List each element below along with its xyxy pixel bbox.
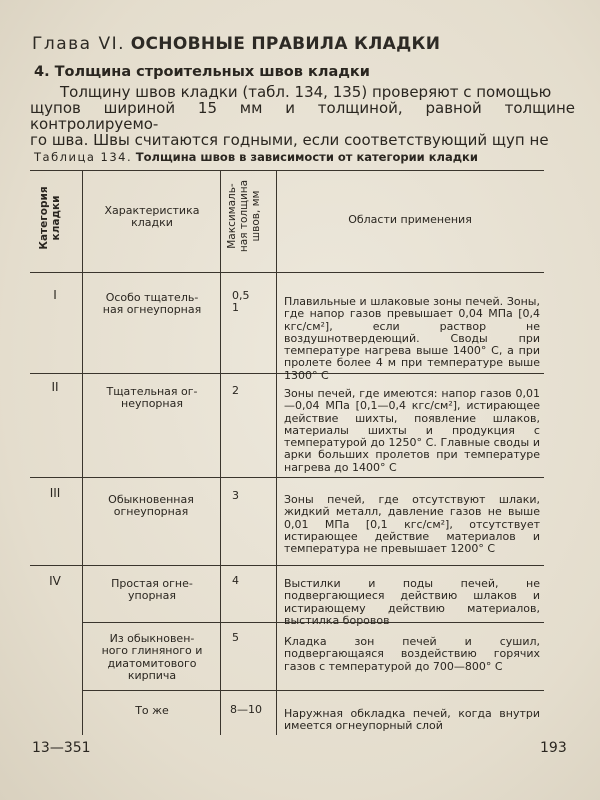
row3-characteristic: Обыкновенная огнеупорная: [108, 493, 194, 519]
row5-characteristic: Из обыкновен-ного глиняного и диатомитового кирпича: [101, 632, 203, 682]
row-divider-4b: [82, 690, 544, 691]
row5-application: Кладка зон печей и сушил, подвергающаяся воздействию горячих газов с температурой до 700—800° С: [284, 635, 540, 673]
table-top-rule: [30, 170, 544, 171]
header-thickness-line3: швов, мм: [250, 190, 262, 242]
row3-application: Зоны печей, где отсутствуют шлаки, жидкий металл, давление газов не выше 0,01 МПа [0,1 кгс/см²], отсутствует истирающее действие материалов и температура не превышает 1200° С: [284, 493, 540, 556]
intro-line-1: Толщину швов кладки (табл. 134, 135) проверяют с помощью: [60, 83, 552, 101]
intro-paragraph: [30, 84, 575, 148]
page-number: 193: [540, 740, 567, 756]
chapter-lead: Глава VI.: [32, 34, 126, 54]
col-line-2: [220, 170, 221, 735]
header-category: [38, 178, 62, 258]
row5-thickness: 5: [232, 631, 239, 644]
signature-mark: 13—351: [32, 740, 91, 756]
row1-thickness: 0,5 1: [232, 289, 250, 315]
header-thickness: [226, 170, 262, 262]
row4-characteristic: Простая огне-упорная: [111, 577, 193, 603]
row1-characteristic: Особо тщатель-ная огнеупорная: [102, 291, 202, 317]
row3-thickness: 3: [232, 489, 239, 502]
header-thickness-line2: ная толщина: [238, 179, 250, 253]
chapter-heading: [32, 34, 572, 54]
row2-thickness: 2: [232, 384, 239, 397]
row4-application: Выстилки и поды печей, не подвергающиеся действию шлаков и истирающему действию материалов, выстилка боровов: [284, 577, 540, 627]
intro-line-3: го шва. Швы считаются годными, если соответствующий щуп не: [30, 131, 549, 149]
row6-characteristic: То же: [135, 704, 169, 717]
section-title: 4. Толщина строительных швов кладки: [34, 64, 370, 80]
row6-thickness: 8—10: [230, 703, 262, 716]
chapter-title: ОСНОВНЫЕ ПРАВИЛА КЛАДКИ: [130, 34, 441, 54]
row1-category: I: [53, 288, 57, 302]
header-application: Области применения: [348, 213, 472, 226]
row2-application: Зоны печей, где имеются: напор газов 0,01—0,04 МПа [0,1—0,4 кгс/см²], истирающее действие шихты, появление шлаков, материалы шихты и продукция с температурой до 1250° С. Главные своды и арки больших пролетов при температуре нагрева до 1400° С: [284, 387, 540, 474]
row-divider-2: [30, 477, 544, 478]
header-category-line2: кладки: [50, 195, 62, 241]
header-characteristic: Характеристика кладки: [104, 204, 200, 229]
row1-application: Плавильные и шлаковые зоны печей. Зоны, где напор газов превышает 0,04 МПа [0,4 кгс/см²], если раствор не воздушнотвердеющий. Своды при температуре нагрева выше 1400° С, а при пролете более 4 м при температуре выше 1300° С: [284, 295, 540, 382]
row2-category: II: [51, 380, 59, 394]
table-caption-lead: Таблица 134.: [34, 150, 133, 164]
row6-application: Наружная обкладка печей, когда внутри имеется огнеупорный слой: [284, 707, 540, 733]
row4-category: IV: [49, 574, 61, 588]
table-caption-title: Толщина швов в зависимости от категории кладки: [135, 150, 478, 164]
intro-line-2: щупов шириной 15 мм и толщиной, равной толщине контролируемо-: [30, 99, 575, 133]
header-thickness-line1: Максималь-: [226, 183, 238, 249]
row-divider-3: [30, 565, 544, 566]
table-header-rule: [30, 272, 544, 273]
col-line-1: [82, 170, 83, 735]
table-caption: [34, 150, 574, 164]
row4-thickness: 4: [232, 574, 239, 587]
header-category-line1: Категория: [38, 186, 50, 250]
col-line-3: [276, 170, 277, 735]
row2-characteristic: Тщательная ог-неупорная: [106, 385, 198, 411]
row3-category: III: [49, 486, 61, 500]
